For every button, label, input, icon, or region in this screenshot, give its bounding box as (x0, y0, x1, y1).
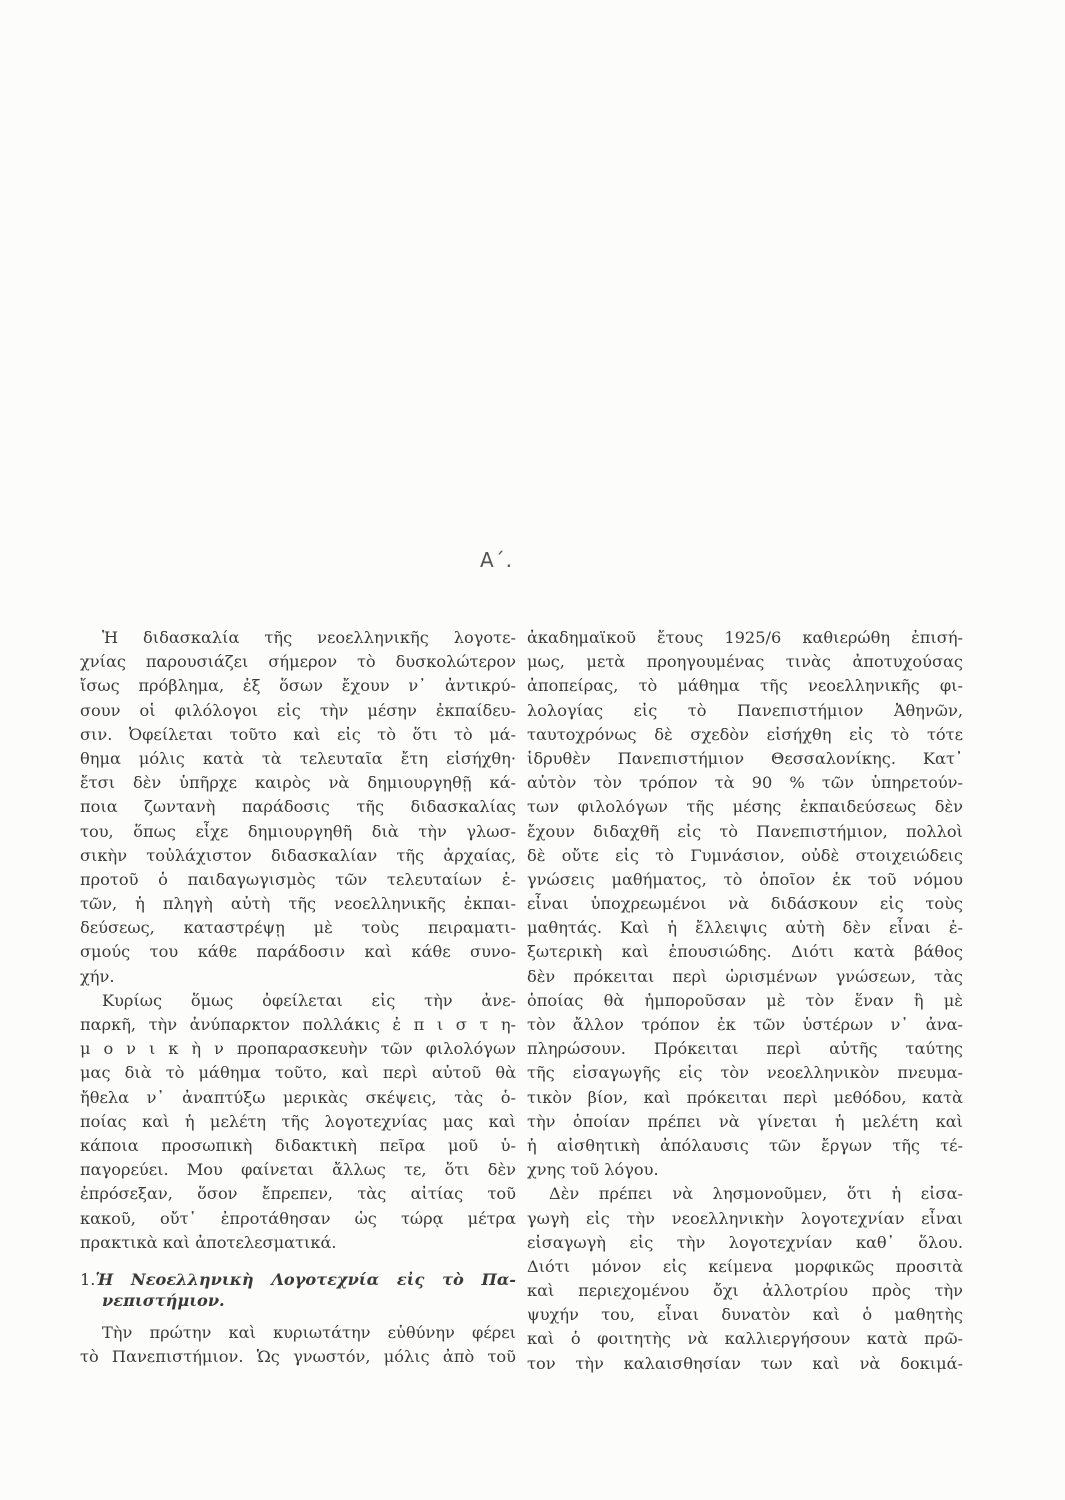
section-heading (80, 1269, 516, 1311)
text-line: ὁποίας θὰ ἠμποροῦσαν μὲ τὸν ἕναν ἢ μὲ (527, 990, 963, 1010)
paragraph (80, 1321, 516, 1369)
text-line: ἐπρόσεξαν, ὅσον ἔπρεπεν, τὰς αἰτίας τοῦ (80, 1184, 516, 1204)
text-line: καὶ ὁ φοιτητὴς νὰ καλλιεργήσουν κατὰ πρῶ- (527, 1329, 963, 1349)
text-line: γωγὴ εἰς τὴν νεοελληνικὴν λογοτεχνίαν εἶναι (527, 1208, 963, 1228)
text-line: ἔχουν διδαχθῆ εἰς τὸ Πανεπιστήμιον, πολλοὶ (527, 821, 963, 841)
text-line: παγορεύει. Μου φαίνεται ἄλλως τε, ὅτι δὲν (80, 1160, 516, 1180)
text-line: κακοῦ, οὔτ᾽ ἐπροτάθησαν ὡς τώρᾳ μέτρα (80, 1208, 516, 1228)
text-line: ἱδρυθὲν Πανεπιστήμιον Θεσσαλονίκης. Κατ᾽ (527, 748, 963, 768)
paragraphs-before (80, 626, 516, 1255)
text-line: ἀποπείρας, τὸ μάθημα τῆς νεοελληνικῆς φι- (527, 676, 963, 696)
text-line: χήν. (80, 966, 115, 986)
text-line: χνης τοῦ λόγου. (527, 1160, 659, 1180)
text-line: τῶν, ἡ πληγὴ αὐτὴ τῆς νεοελληνικῆς ἐκπαι- (80, 894, 516, 914)
text-line: λολογίας εἰς τὸ Πανεπιστήμιον Ἀθηνῶν, (527, 700, 963, 720)
text-line: ποια ζωντανὴ παράδοσις τῆς διδασκαλίας (80, 797, 516, 817)
text-line: προτοῦ ὁ παιδαγωγισμὸς τῶν τελευταίων ἐ- (80, 869, 516, 889)
text-line: Ἡ διδασκαλία τῆς νεοελληνικῆς λογοτε- (102, 628, 516, 647)
text-line: του, ὅπως εἶχε δημιουργηθῆ διὰ τὴν γλωσ- (80, 821, 516, 841)
text-line: ψυχήν του, εἶναι δυνατὸν καὶ ὁ μαθητὴς (527, 1305, 963, 1325)
section-title-line-2: νεπιστήμιον. (102, 1290, 225, 1310)
text-line: ἀκαδημαϊκοῦ ἔτους 1925/6 καθιερώθη ἐπισή- (527, 628, 963, 647)
text-line: δὲ οὔτε εἰς τὸ Γυμνάσιον, οὐδὲ στοιχειώδεις (527, 845, 963, 865)
text-line: τον τὴν καλαισθησίαν των καὶ νὰ δοκιμά- (527, 1353, 963, 1373)
right-column (527, 626, 963, 1376)
paragraphs-after (80, 1321, 516, 1369)
text-line: μας διὰ τὸ μάθημα τοῦτο, καὶ περὶ αὐτοῦ θὰ (80, 1063, 516, 1083)
text-line: πρακτικὰ καὶ ἀποτελεσματικά. (80, 1232, 337, 1252)
text-line: τῆς εἰσαγωγῆς εἰς τὸν νεοελληνικὸν πνευμα- (527, 1063, 963, 1083)
text-line: γνώσεις μαθήματος, τὸ ὁποῖον ἐκ τοῦ νόμου (527, 869, 963, 889)
text-line: τὸ Πανεπιστήμιον. Ὡς γνωστόν, μόλις ἀπὸ τοῦ (80, 1347, 516, 1367)
text-line: ταυτοχρόνως δὲ σχεδὸν εἰσήχθη εἰς τὸ τότε (527, 724, 963, 744)
text-line: ποίας καὶ ἡ μελέτη τῆς λογοτεχνίας μας καὶ (80, 1111, 516, 1131)
text-line: θημα μόλις κατὰ τὰ τελευταῖα ἔτη εἰσήχθη· (80, 748, 516, 768)
left-column (80, 626, 516, 1369)
text-line: μως, μετὰ προηγουμένας τινὰς ἀποτυχούσας (527, 652, 963, 672)
text-line: τὸν ἄλλον τρόπον ἐκ τῶν ὑστέρων ν᾽ ἀνα- (527, 1015, 963, 1034)
paragraph (80, 626, 516, 989)
text-line: δὲν πρόκειται περὶ ὡρισμένων γνώσεων, τὰς (527, 966, 963, 986)
text-line: καὶ περιεχομένου ὄχι ἀλλοτρίου πρὸς τὴν (527, 1281, 963, 1301)
text-line: τὴν ὁποίαν πρέπει νὰ γίνεται ἡ μελέτη καὶ (527, 1111, 963, 1131)
text-line: Κυρίως ὅμως ὀφείλεται εἰς τὴν ἀνε- (102, 990, 516, 1010)
text-line: μ ο ν ι κ ὴ ν προπαρασκευὴν τῶν φιλολόγων (80, 1039, 516, 1059)
text-line: ἴσως πρόβλημα, ἐξ ὅσων ἔχουν ν᾽ ἀντικρύ- (80, 676, 516, 696)
text-line: σμούς του κάθε παράδοσιν καὶ κάθε συνο- (80, 942, 516, 962)
text-line: Τὴν πρώτην καὶ κυριωτάτην εὐθύνην φέρει (102, 1322, 516, 1342)
text-line: ἤθελα ν᾽ ἀναπτύξω μερικὰς σκέψεις, τὰς ὁ- (80, 1087, 516, 1107)
section-number: 1. (80, 1269, 96, 1289)
text-line: δεύσεως, καταστρέψῃ μὲ τοὺς πειραματι- (80, 918, 516, 938)
paragraph (527, 626, 963, 1182)
text-line: χνίας παρουσιάζει σήμερον τὸ δυσκολώτερον (80, 652, 516, 672)
text-line: σιν. Ὀφείλεται τοῦτο καὶ εἰς τὸ ὅτι τὸ μά- (80, 724, 516, 744)
text-line: αὐτὸν τὸν τρόπον τὰ 90 % τῶν ὑπηρετούν- (527, 773, 963, 793)
text-line: ἡ αἰσθητικὴ ἀπόλαυσις τῶν ἔργων τῆς τέ- (527, 1135, 963, 1155)
text-line: παρκῆ, τὴν ἀνύπαρκτον πολλάκις ἐ π ι σ τ η- (80, 1015, 516, 1034)
text-line: εἰσαγωγὴ εἰς τὴν λογοτεχνίαν καθ᾽ ὅλου. (527, 1232, 963, 1252)
text-line: ἔτσι δὲν ὑπῆρχε καιρὸς νὰ δημιουργηθῇ κά- (80, 773, 516, 793)
text-line: πληρώσουν. Πρόκειται περὶ αὐτῆς ταύτης (527, 1039, 963, 1059)
text-line: εἶναι ὑποχρεωμένοι νὰ διδάσκουν εἰς τοὺς (527, 894, 963, 914)
text-line: των φιλολόγων τῆς μέσης ἐκπαιδεύσεως δὲν (527, 797, 963, 817)
paragraph (80, 989, 516, 1255)
right-paragraphs (527, 626, 963, 1376)
section-title-line-1: Ἡ Νεοελληνικὴ Λογοτεχνία εἰς τὸ Πα- (95, 1269, 516, 1289)
chapter-heading: Α΄. (480, 548, 514, 572)
text-line: μαθητάς. Καὶ ἡ ἔλλειψις αὐτὴ δὲν εἶναι ἐ- (527, 918, 963, 938)
text-line: Δὲν πρέπει νὰ λησμονοῦμεν, ὅτι ἡ εἰσα- (549, 1184, 963, 1204)
text-line: τικὸν βίον, καὶ πρόκειται περὶ μεθόδου, κατὰ (527, 1087, 963, 1107)
paragraph (527, 1182, 963, 1376)
text-line: σουν οἱ φιλόλογοι εἰς τὴν μέσην ἐκπαίδευ- (80, 700, 516, 720)
text-line: σικὴν τοὐλάχιστον διδασκαλίαν τῆς ἀρχαίας, (80, 845, 516, 865)
text-line: ξωτερικὴ καὶ ἐπουσιώδης. Διότι κατὰ βάθος (527, 942, 963, 962)
text-line: κάποια προσωπικὴ διδακτικὴ πεῖρα μοῦ ὑ- (80, 1135, 516, 1155)
text-line: Διότι μόνον εἰς κείμενα μορφικῶς προσιτὰ (527, 1256, 963, 1276)
